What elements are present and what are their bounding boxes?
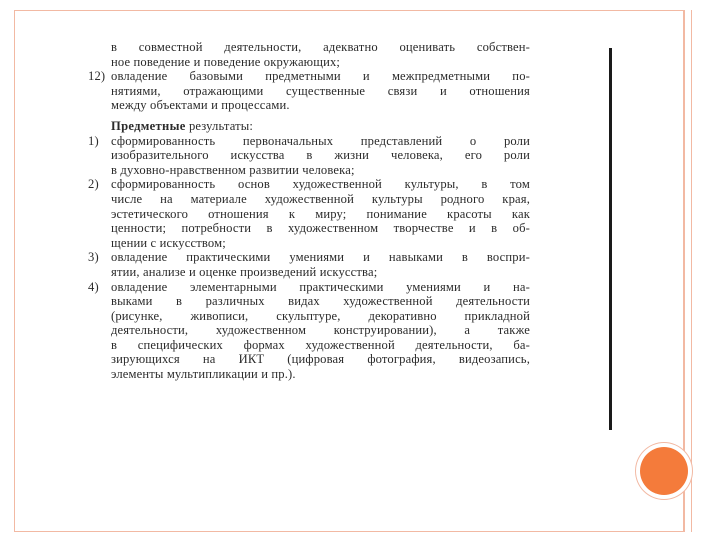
item-2-line-4: ценности; потребности в художественном творчестве и в об- (111, 221, 530, 236)
item-1-line-1: 1) сформированность первоначальных представлений о роли (88, 133, 530, 148)
item-12-number: 12) (88, 69, 106, 84)
item-2-line-3: эстетического отношения к миру; понимание красоты как (111, 206, 530, 221)
item-1-line-3: в духовно-нравственном развитии человека; (111, 162, 355, 177)
item-3-line-2: ятии, анализе и оценке произведений искусства; (111, 264, 378, 279)
item-4-number: 4) (88, 279, 99, 294)
vertical-rule (609, 48, 612, 430)
item-1-number: 1) (88, 133, 99, 148)
section-heading-bold: Предметные (111, 118, 186, 133)
orange-circle-decoration (640, 447, 688, 495)
right-frame-line (684, 10, 685, 532)
item-4-line-4: деятельности, художественном конструировании), а также (111, 323, 530, 338)
scanned-page-text (88, 40, 530, 382)
section-heading-rest: результаты: (185, 118, 254, 133)
intro-line-2: ное поведение и поведение окружающих; (111, 54, 341, 69)
item-4-line-6: зирующихся на ИКТ (цифровая фотография, видеозапись, (111, 352, 530, 367)
intro-line-1: в совместной деятельности, адекватно оценивать собствен- (111, 40, 530, 54)
item-2-line-5: щении с искусством; (111, 235, 226, 250)
item-12-line-2: нятиями, отражающими существенные связи и отношения (111, 83, 530, 98)
item-4-line-3: (рисунке, живописи, скульптуре, декоративно прикладной (111, 308, 530, 323)
item-3-line-1: 3) овладение практическими умениями и навыками в воспри- (88, 250, 530, 265)
item-3-number: 3) (88, 250, 99, 265)
item-4-line-2: выками в различных видах художественной деятельности (111, 294, 530, 309)
item-4-line-1: 4) овладение элементарными практическими умениями и на- (88, 279, 530, 294)
item-12-line-3: между объектами и процессами. (111, 98, 290, 113)
item-4-line-5: в специфических формах художественной деятельности, ба- (111, 337, 530, 352)
item-2-number: 2) (88, 177, 99, 192)
item-2-line-1: 2) сформированность основ художественной культуры, в том (88, 177, 530, 192)
item-2-line-2: числе на материале художественной культуры родного края, (111, 191, 530, 206)
section-heading (88, 119, 530, 134)
item-4-line-7: элементы мультипликации и пр.). (111, 367, 296, 382)
item-12-line-1: 12) овладение базовыми предметными и межпредметными по- (88, 69, 530, 84)
right-frame-line-outer (691, 10, 692, 532)
item-1-line-2: изобразительного искусства в жизни человека, его роли (111, 148, 530, 163)
